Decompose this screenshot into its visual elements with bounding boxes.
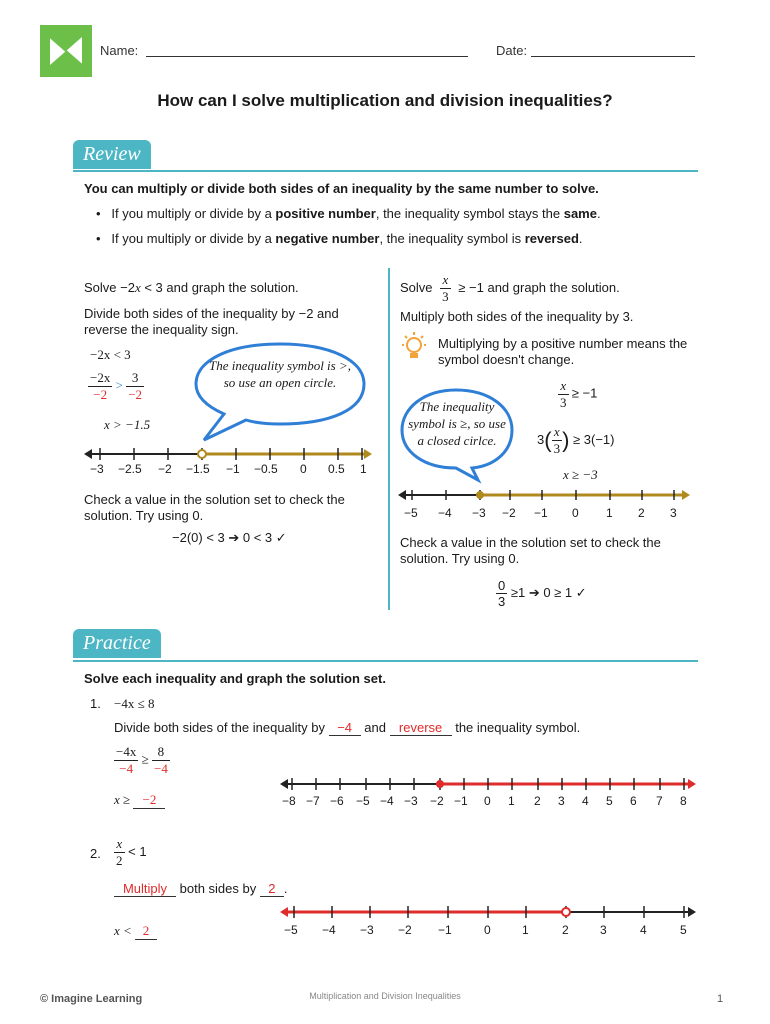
problem-1-ticks	[280, 794, 700, 810]
practice-divider	[73, 660, 698, 662]
left-speech-bubble	[190, 338, 370, 448]
lightbulb-icon	[400, 332, 430, 364]
tick-label: −4	[438, 506, 452, 520]
tick-label: 3	[600, 923, 607, 937]
problem-2-step: Multiply both sides by 2 .	[114, 881, 287, 897]
left-number-line-ticks	[84, 462, 374, 478]
tick-label: 6	[630, 794, 637, 808]
tick-label: −3	[472, 506, 486, 520]
tick-label: 4	[640, 923, 647, 937]
tick-label: 2	[562, 923, 569, 937]
problem-2-blank-answer[interactable]: 2	[135, 923, 157, 940]
name-field[interactable]	[146, 56, 468, 57]
review-bullet-1: • If you multiply or divide by a positive number, the inequality symbol stays the same.	[96, 206, 601, 221]
tick-label: 7	[656, 794, 663, 808]
review-divider	[73, 170, 698, 172]
problem-1-result: x ≥ −2	[114, 792, 165, 809]
tick-label: 1	[360, 462, 367, 476]
tick-label: 4	[582, 794, 589, 808]
tick-label: −1	[454, 794, 468, 808]
tick-label: −8	[282, 794, 296, 808]
tick-label: 0	[484, 794, 491, 808]
problem-2-blank-action[interactable]: Multiply	[114, 881, 176, 897]
problem-1-work: $\frac{-4x}{-4}$ ≥ $\frac{8}{-4}$	[116, 744, 168, 776]
tick-label: 0.5	[328, 462, 345, 476]
problem-1-step: Divide both sides of the inequality by −4 and reverse the inequality symbol.	[114, 720, 581, 735]
right-eq1: $\frac{x}{3}$ ≥ −1	[560, 378, 598, 410]
tick-label: 3	[558, 794, 565, 808]
footer-title: Multiplication and Division Inequalities	[309, 991, 461, 1001]
column-divider	[388, 268, 390, 610]
left-eq1: −2x < 3	[90, 347, 131, 362]
right-tip: Multiplying by a positive number means the symbol doesn't change.	[438, 336, 688, 367]
tick-label: 0	[572, 506, 579, 520]
tick-label: −2	[398, 923, 412, 937]
right-result: x ≥ −3	[563, 467, 598, 482]
problem-2-inequality: $\frac{x}{2}$ < 1	[116, 836, 147, 868]
problem-1-number: 1.	[90, 696, 101, 711]
tick-label: −3	[360, 923, 374, 937]
right-step: Multiply both sides of the inequality by 3.	[400, 309, 634, 324]
practice-intro: Solve each inequality and graph the solution set.	[84, 671, 386, 686]
problem-2-number-line[interactable]	[280, 902, 700, 924]
review-bullet-2: • If you multiply or divide by a negative number, the inequality symbol is reversed.	[96, 231, 583, 246]
tick-label: −6	[330, 794, 344, 808]
left-check-eq: −2(0) < 3 ➔ 0 < 3 ✓	[172, 530, 287, 545]
problem-1-inequality: −4x ≤ 8	[114, 696, 155, 711]
tick-label: −5	[284, 923, 298, 937]
right-bubble-text: The inequality symbol is ≥, so use a closed cirlce.	[408, 399, 506, 448]
right-check-eq: $\frac{0}{3}$ ≥1 ➔ 0 ≥ 1 ✓	[498, 578, 587, 609]
imagine-learning-logo	[40, 25, 92, 77]
tick-label: −1	[534, 506, 548, 520]
tick-label: 3	[670, 506, 677, 520]
problem-1-number-line[interactable]	[280, 774, 700, 796]
tick-label: −5	[404, 506, 418, 520]
right-eq2: 3( $\frac{x}{3}$ ) ≥ 3(−1)	[537, 424, 615, 456]
tick-label: −2	[158, 462, 172, 476]
review-tag: Review	[73, 140, 151, 169]
tick-label: −2.5	[118, 462, 142, 476]
tick-label: 1	[522, 923, 529, 937]
page-title: How can I solve multiplication and division inequalities?	[157, 91, 613, 110]
tick-label: −2	[430, 794, 444, 808]
left-prompt: Solve −2x < 3 and graph the solution.	[84, 280, 299, 295]
right-prompt: Solve $\frac{x}{3}$ ≥ −1 and graph the solution.	[400, 272, 620, 304]
tick-label: 0	[484, 923, 491, 937]
tick-label: 2	[638, 506, 645, 520]
tick-label: −7	[306, 794, 320, 808]
tick-label: 1	[508, 794, 515, 808]
tick-label: −1	[226, 462, 240, 476]
tick-label: 2	[534, 794, 541, 808]
right-number-line-ticks	[398, 506, 692, 522]
tick-label: −3	[90, 462, 104, 476]
tick-label: 5	[680, 923, 687, 937]
review-intro: You can multiply or divide both sides of an inequality by the same number to solve.	[84, 181, 599, 196]
tick-label: 5	[606, 794, 613, 808]
date-label: Date:	[496, 43, 528, 58]
name-label: Name:	[100, 43, 139, 58]
footer-copyright: © Imagine Learning	[40, 993, 143, 1005]
date-field[interactable]	[531, 56, 695, 57]
problem-1-blank-action[interactable]: reverse	[390, 720, 452, 736]
tick-label: −5	[356, 794, 370, 808]
tick-label: 0	[300, 462, 307, 476]
left-step: Divide both sides of the inequality by −2 and reverse the inequality sign.	[84, 306, 339, 337]
problem-1-blank-divisor[interactable]: −4	[329, 720, 361, 736]
left-check: Check a value in the solution set to check the solution. Try using 0.	[84, 492, 345, 523]
problem-2-ticks	[280, 923, 700, 939]
tick-label: −1.5	[186, 462, 210, 476]
problem-2-blank-factor[interactable]: 2	[260, 881, 284, 897]
tick-label: 8	[680, 794, 687, 808]
left-eq2: $\frac{-2x}{-2}$ > $\frac{3}{-2}$	[90, 370, 143, 402]
tick-label: 1	[606, 506, 613, 520]
left-bubble-text: The inequality symbol is >, so use an open circle.	[208, 358, 351, 390]
problem-2-result: x < 2	[114, 923, 157, 940]
left-result: x > −1.5	[104, 417, 151, 432]
tick-label: −1	[438, 923, 452, 937]
footer-page-number: 1	[717, 993, 724, 1005]
tick-label: −4	[380, 794, 394, 808]
tick-label: −3	[404, 794, 418, 808]
tick-label: −4	[322, 923, 336, 937]
tick-label: −0.5	[254, 462, 278, 476]
problem-2-number: 2.	[90, 846, 101, 861]
tick-label: −2	[502, 506, 516, 520]
practice-tag: Practice	[73, 629, 161, 658]
right-check: Check a value in the solution set to check the solution. Try using 0.	[400, 535, 661, 566]
problem-1-blank-answer[interactable]: −2	[133, 792, 165, 809]
